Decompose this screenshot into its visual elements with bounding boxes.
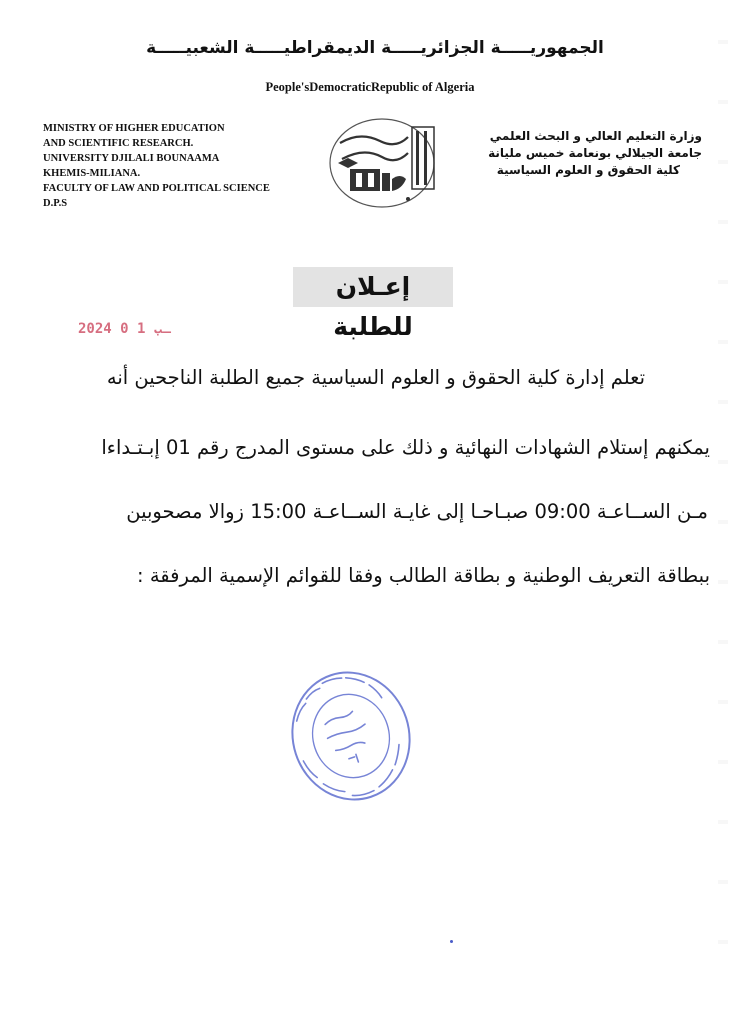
ministry-ar-line: جامعة الجيلالي بونعامة خميس مليانة [488,146,702,160]
ministry-ar-line: كلية الحقوق و العلوم السياسية [496,163,680,177]
official-stamp [286,665,416,807]
republic-title-arabic: الجمهوريـــــة الجزائريـــــة الديمقراطيـــــة الشعبيـــــة [146,38,604,58]
ministry-en-line: FACULTY OF LAW AND POLITICAL SCIENCE [43,183,270,194]
body-line: مـن الســاعـة 09:00 صبـاحـا إلى غايـة الســاعـة 15:00 زوالا مصحوبين [126,500,708,523]
body-line: يمكنهم إستلام الشهادات النهائية و ذلك على مستوى المدرج رقم 01 إبـتـداءا [101,436,710,459]
university-logo [320,113,450,213]
ministry-en-line: AND SCIENTIFIC RESEARCH. [43,138,194,149]
scan-dot [450,940,453,943]
republic-title-english: People'sDemocraticRepublic of Algeria [265,80,475,94]
ministry-en-line: D.P.S [43,198,68,209]
ministry-en-line: MINISTRY OF HIGHER EDUCATION [43,123,225,134]
scan-artifact [718,40,728,1000]
ministry-en-line: KHEMIS-MILIANA. [43,168,141,179]
body-line: تعلم إدارة كلية الحقوق و العلوم السياسية جميع الطلبة الناجحين أنه [106,366,645,389]
body-line: ببطاقة التعريف الوطنية و بطاقة الطالب وفقا للقوائم الإسمية المرفقة : [137,564,710,587]
ministry-ar-line: وزارة التعليم العالي و البحث العلمي [489,129,702,143]
announcement-title: إعـلان للطلبة [293,267,453,307]
ministry-block-arabic [462,128,702,179]
ministry-en-line: UNIVERSITY DJILALI BOUNAAMA [43,153,220,164]
date-stamp: 2024 ـب 1 0 [78,321,171,337]
ministry-block-english [43,121,313,211]
